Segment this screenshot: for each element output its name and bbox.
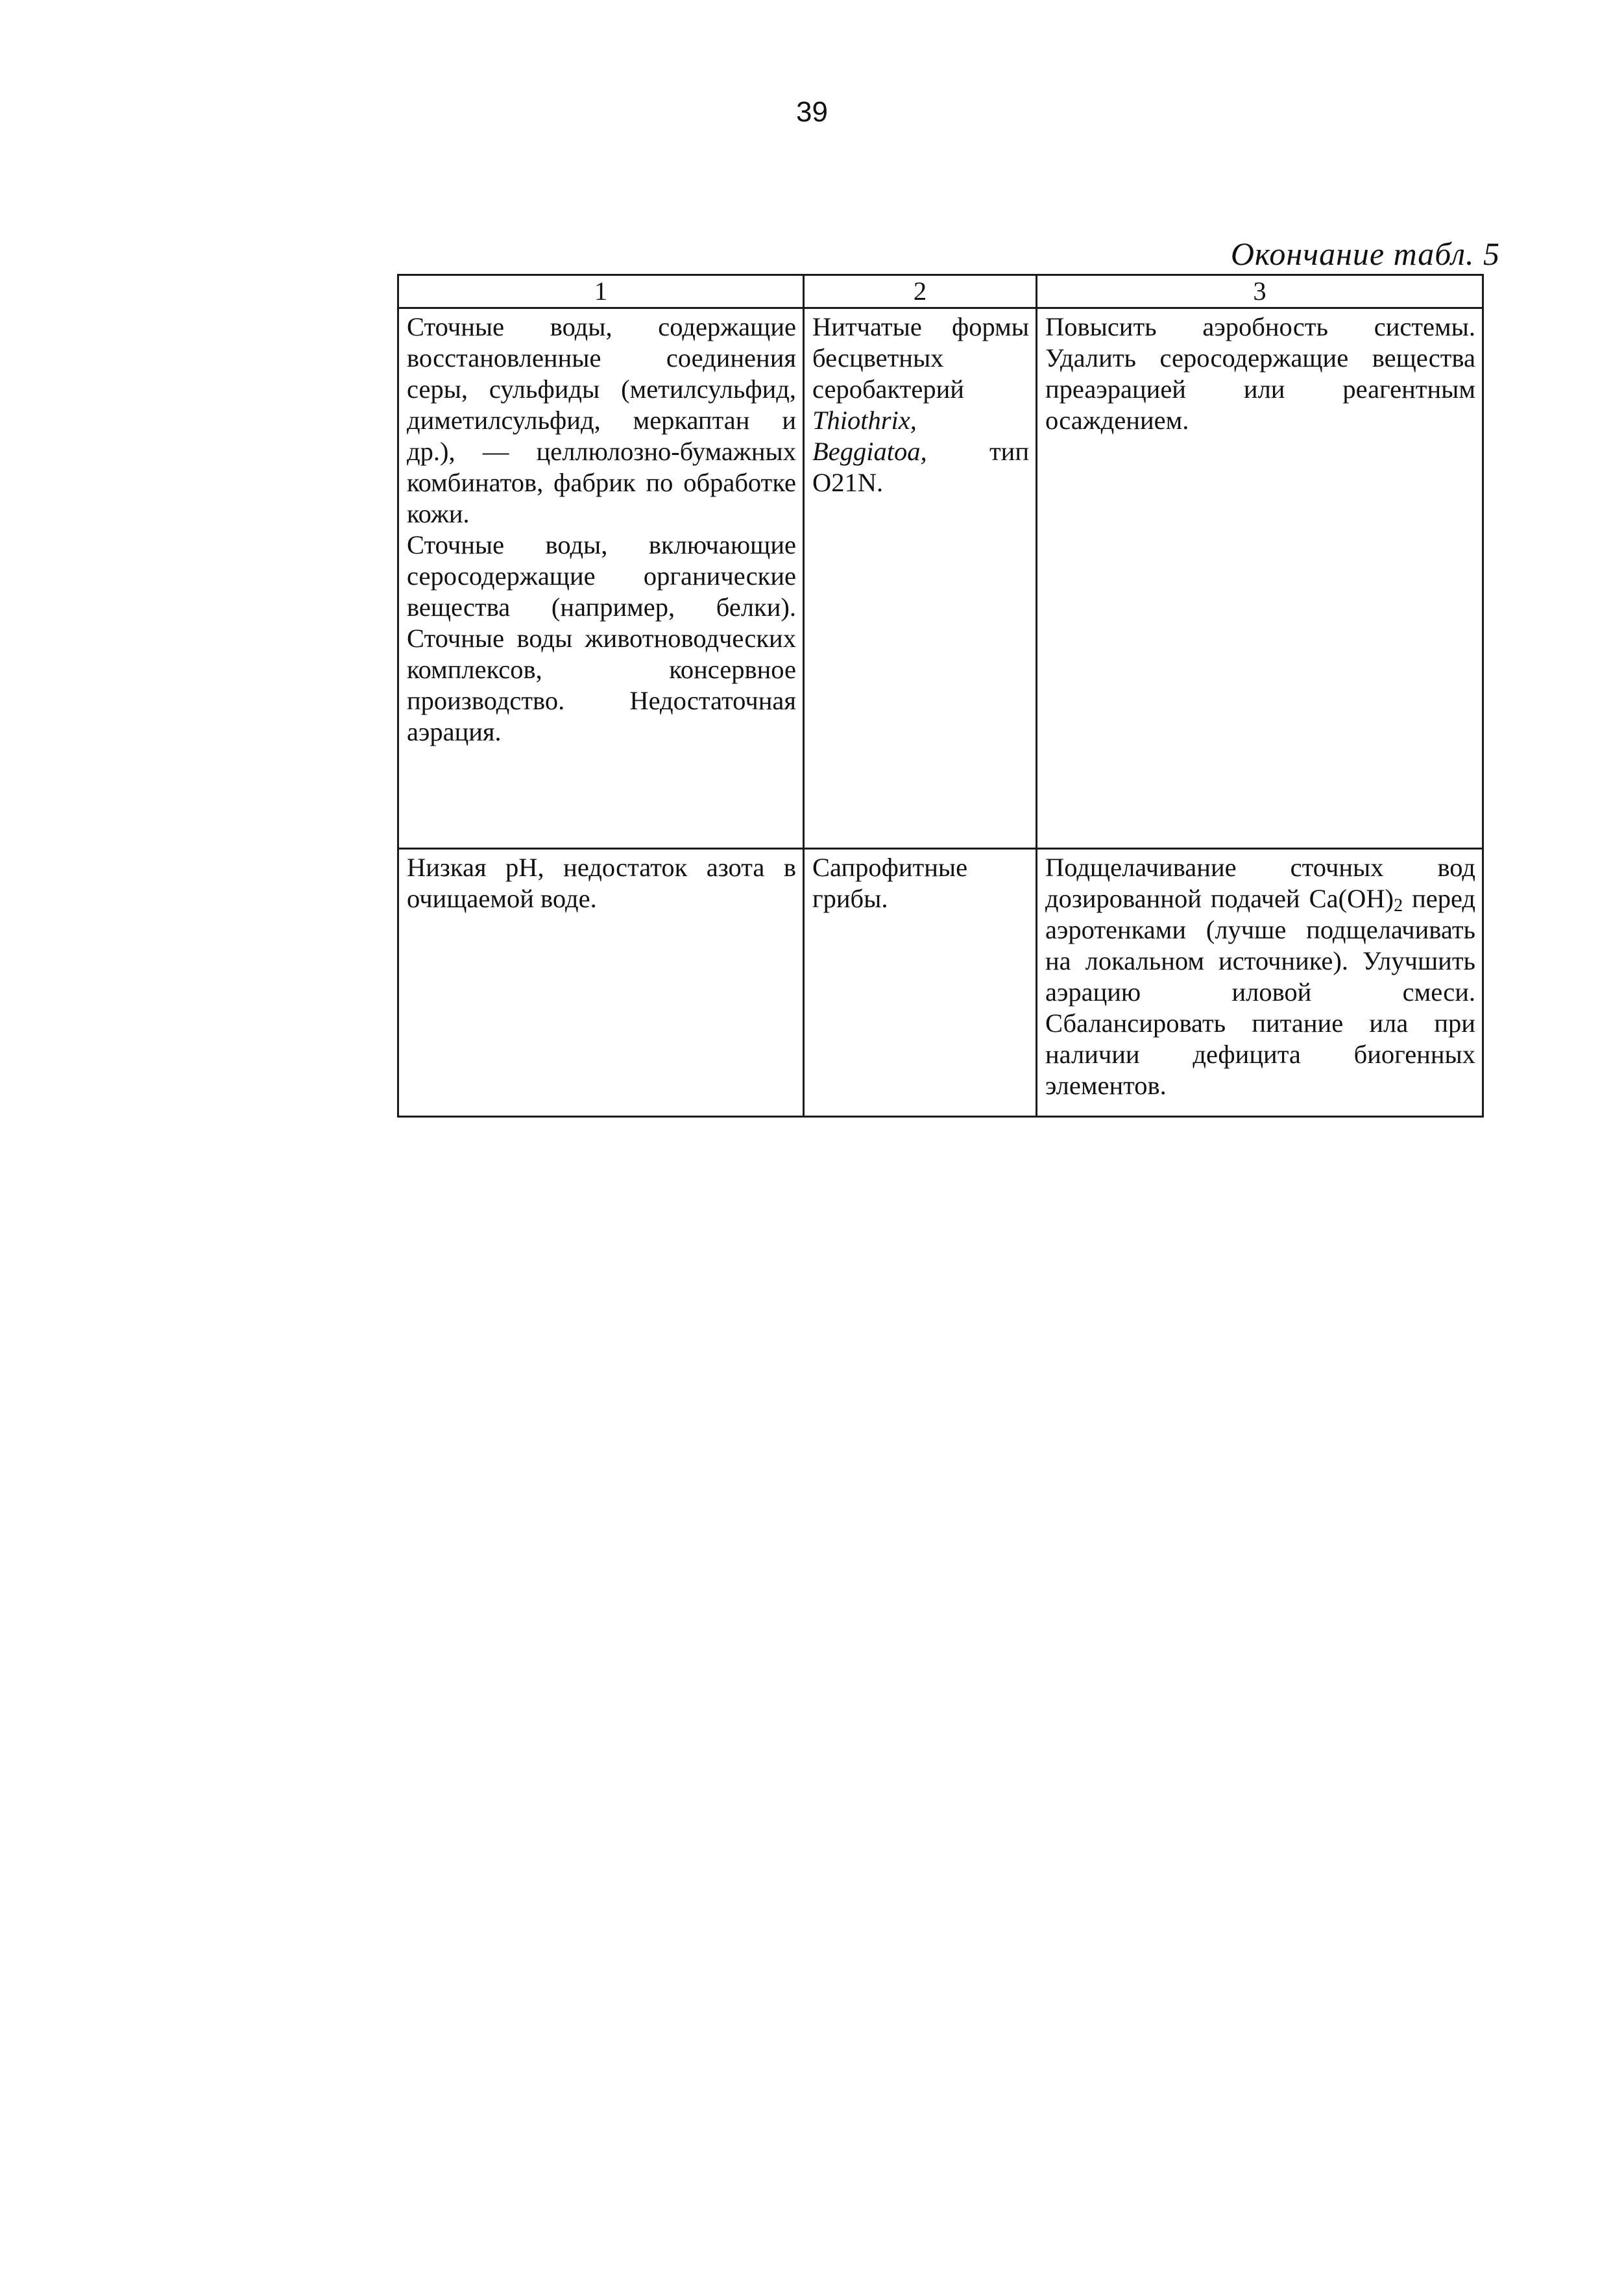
page-number: 39 (796, 96, 828, 128)
table-row (398, 308, 1483, 849)
row-2-cause-cell: Низкая pH, недостаток азота в очищаемой воде. (398, 849, 804, 1117)
table-row (398, 849, 1483, 1117)
column-header-3: 3 (1037, 275, 1483, 308)
row-2-remedy-text-end: перед аэротенками (лучше подщелачивать на локальном источнике). Улучшить аэрацию иловой смеси. Сбалансировать питание ила при наличии дефицита биогенных элементов. (1045, 884, 1476, 1100)
row-1-cause-paragraph-1: Сточные воды, содержащие восстановленные соединения серы, сульфиды (метилсульфид, диметилсульфид, меркаптан и др.), — целлюлозно-бумажных комбинатов, фабрик по обработке кожи. (407, 312, 796, 528)
row-2-remedy-cell (1037, 849, 1483, 1117)
table-header-row (398, 275, 1483, 308)
column-header-2: 2 (804, 275, 1037, 308)
row-1-organism-genus-1: Thiothrix, (812, 406, 917, 435)
row-1-cause-cell (398, 308, 804, 849)
row-1-organism-text: Нитчатые формы бесцветных серобактерий (812, 312, 1029, 404)
row-1-organism-type: тип O21N. (812, 437, 1029, 497)
row-2-remedy-subscript: 2 (1394, 896, 1403, 916)
row-1-organism-cell (804, 308, 1037, 849)
row-1-remedy-cell: Повысить аэробность системы. Удалить серосодержащие вещества преаэрацией или реагентным осаждением. (1037, 308, 1483, 849)
column-header-1: 1 (398, 275, 804, 308)
row-1-cause-paragraph-2: Сточные воды, включающие серосодержащие органические вещества (например, белки). Сточные воды животноводческих комплексов, консервное производство. Недостаточная аэрация. (407, 530, 796, 746)
data-table (397, 274, 1484, 1118)
table-caption: Окончание табл. 5 (1230, 236, 1500, 272)
row-2-remedy-text-start: Подщелачивание сточных вод дозированной подачей Ca(OH) (1045, 853, 1475, 913)
row-2-organism-cell: Сапрофитные грибы. (804, 849, 1037, 1117)
row-1-organism-genus-2: Beggiatoa, (812, 437, 927, 466)
